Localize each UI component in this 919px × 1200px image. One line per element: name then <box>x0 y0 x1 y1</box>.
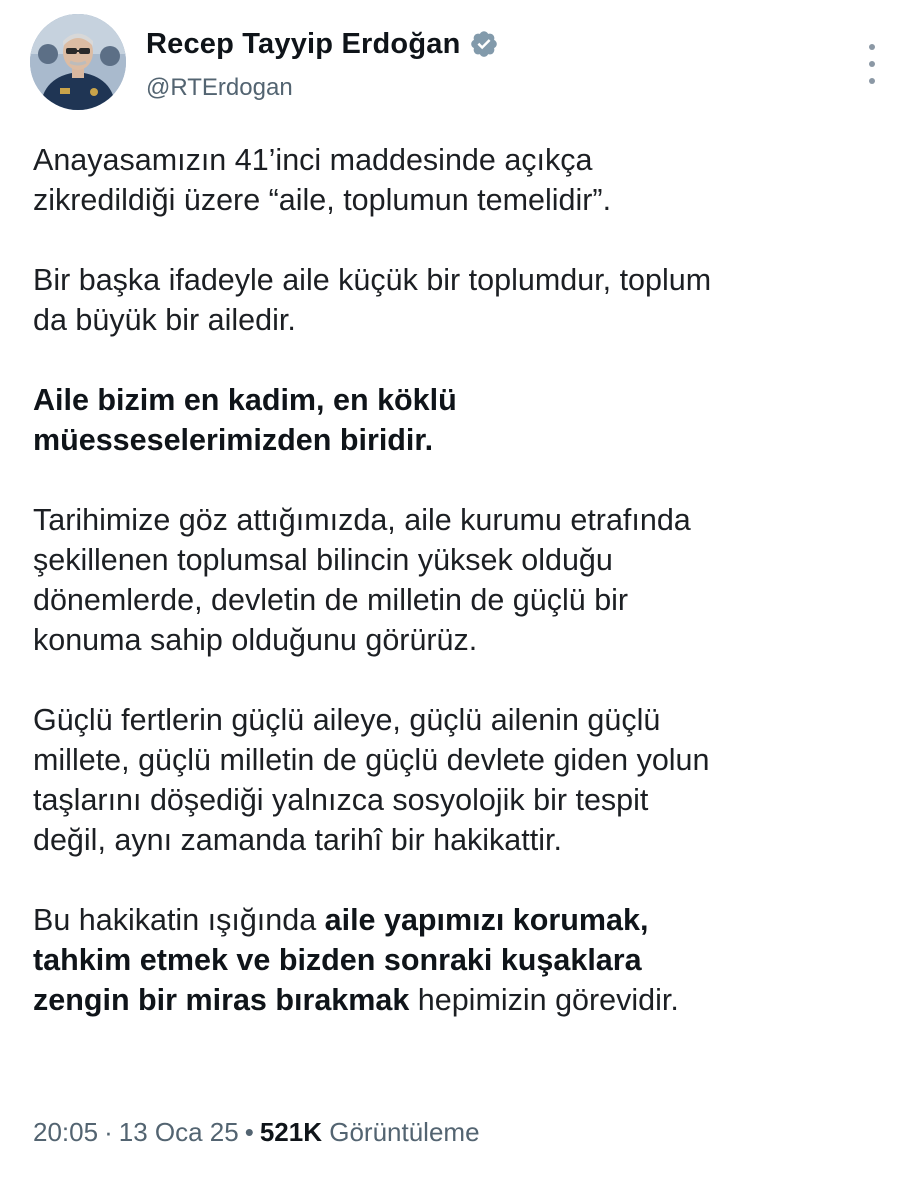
text-line: da büyük bir ailedir. <box>33 303 296 337</box>
tweet-paragraph-4 <box>33 500 893 660</box>
text-line: Tarihimize göz attığımızda, aile kurumu etrafında <box>33 503 691 537</box>
avatar-photo <box>30 14 126 110</box>
tweet-time[interactable]: 20:05 <box>33 1117 99 1147</box>
tweet-header <box>0 0 919 120</box>
more-options-icon[interactable] <box>860 44 884 84</box>
tweet-paragraph-6 <box>33 900 893 1020</box>
author-display-name[interactable]: Recep Tayyip Erdoğan <box>146 27 461 60</box>
text-line <box>33 980 893 1020</box>
text-line: Anayasamızın 41’inci maddesinde açıkça <box>33 143 593 177</box>
text-line: şekillenen toplumsal bilincin yüksek olduğu <box>33 543 613 577</box>
tweet-paragraph-1 <box>33 140 893 220</box>
bold-text: aile yapımızı korumak, <box>324 903 649 937</box>
verified-badge-icon <box>469 29 499 59</box>
plain-text: Bu hakikatin ışığında <box>33 903 325 937</box>
tweet-paragraph-2 <box>33 260 893 340</box>
bold-text-line: Aile bizim en kadim, en köklü <box>33 383 457 417</box>
views-count: 521K <box>259 1117 322 1147</box>
text-line: Bir başka ifadeyle aile küçük bir toplumdur, toplum <box>33 263 712 297</box>
author-name-row[interactable] <box>146 24 499 64</box>
avatar[interactable] <box>30 14 126 110</box>
plain-text: hepimizin görevidir. <box>409 983 679 1017</box>
text-line: değil, aynı zamanda tarihî bir hakikattir. <box>33 823 562 857</box>
author-handle[interactable]: @RTErdogan <box>146 74 293 101</box>
text-line <box>33 900 893 940</box>
bold-text-line: tahkim etmek ve bizden sonraki kuşaklara <box>33 943 642 977</box>
text-line: konuma sahip olduğunu görürüz. <box>33 623 478 657</box>
views-separator: • <box>244 1117 254 1147</box>
bold-text-line: müesseselerimizden biridir. <box>33 423 434 457</box>
text-line: dönemlerde, devletin de milletin de güçlü bir <box>33 583 629 617</box>
tweet-text <box>33 140 893 1060</box>
tweet-paragraph-5 <box>33 700 893 860</box>
text-line: taşlarını döşediği yalnızca sosyolojik bir tespit <box>33 783 649 817</box>
text-line: Güçlü fertlerin güçlü aileye, güçlü ailenin güçlü <box>33 703 661 737</box>
text-line: zikredildiği üzere “aile, toplumun temelidir”. <box>33 183 612 217</box>
tweet-paragraph-3 <box>33 380 893 460</box>
meta-separator: · <box>104 1117 113 1147</box>
bold-text: zengin bir miras bırakmak <box>33 983 410 1017</box>
tweet-date[interactable]: 13 Oca 25 <box>118 1117 239 1147</box>
views-label: Görüntüleme <box>329 1117 480 1147</box>
tweet-meta <box>33 1117 480 1148</box>
text-line: millete, güçlü milletin de güçlü devlete giden yolun <box>33 743 710 777</box>
